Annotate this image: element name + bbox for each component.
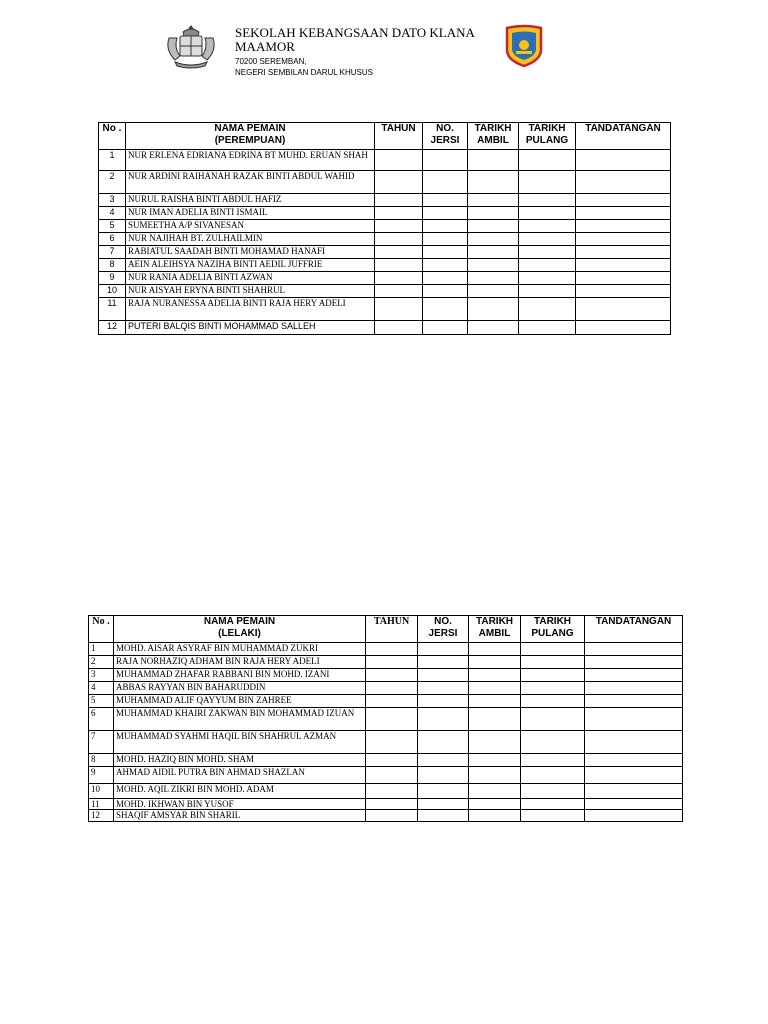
pulang-date-cell[interactable] xyxy=(521,767,585,784)
table-row xyxy=(89,682,683,695)
jersi-cell[interactable] xyxy=(423,150,468,171)
tahun-cell[interactable] xyxy=(366,767,418,784)
player-name: RAJA NORHAZIQ ADHAM BIN RAJA HERY ADELI xyxy=(114,656,366,669)
table-row xyxy=(89,643,683,656)
signature-cell[interactable] xyxy=(585,784,683,799)
tahun-cell[interactable] xyxy=(366,682,418,695)
pulang-date-cell[interactable] xyxy=(519,220,576,233)
pulang-date-cell[interactable] xyxy=(521,731,585,754)
tahun-cell[interactable] xyxy=(366,784,418,799)
row-number: 12 xyxy=(89,810,114,822)
tahun-cell[interactable] xyxy=(375,321,423,335)
jersi-cell[interactable] xyxy=(423,246,468,259)
col-no-header: No . xyxy=(89,616,114,643)
col-tandatangan-header: TANDATANGAN xyxy=(576,123,671,150)
col-no-header: No . xyxy=(99,123,126,150)
signature-cell[interactable] xyxy=(576,150,671,171)
jersi-cell[interactable] xyxy=(423,233,468,246)
tahun-cell[interactable] xyxy=(366,669,418,682)
signature-cell[interactable] xyxy=(585,799,683,810)
row-number: 3 xyxy=(89,669,114,682)
col-tahun-header: TAHUN xyxy=(375,123,423,150)
table-row xyxy=(89,767,683,784)
signature-cell[interactable] xyxy=(585,767,683,784)
tahun-cell[interactable] xyxy=(375,171,423,194)
player-name: NUR AISYAH ERYNA BINTI SHAHRUL xyxy=(126,285,375,298)
signature-cell[interactable] xyxy=(576,298,671,321)
jersi-cell[interactable] xyxy=(418,708,469,731)
table-row xyxy=(99,171,671,194)
row-number: 2 xyxy=(89,656,114,669)
jersi-cell[interactable] xyxy=(423,285,468,298)
pulang-date-cell[interactable] xyxy=(521,784,585,799)
player-name: MOHD. AQIL ZIKRI BIN MOHD. ADAM xyxy=(114,784,366,799)
signature-cell[interactable] xyxy=(576,233,671,246)
player-name: AEIN ALEIHSYA NAZIHA BINTI AEDIL JUFFRIE xyxy=(126,259,375,272)
pulang-date-cell[interactable] xyxy=(521,799,585,810)
row-number: 11 xyxy=(99,298,126,321)
pulang-date-cell[interactable] xyxy=(519,272,576,285)
row-number: 11 xyxy=(89,799,114,810)
col-name-subtitle: (PEREMPUAN) xyxy=(214,135,286,146)
player-name: NUR ARDINI RAIHANAH RAZAK BINTI ABDUL WAHID xyxy=(126,171,375,194)
col-tahun-header: TAHUN xyxy=(366,616,418,643)
ambil-date-cell[interactable] xyxy=(468,272,519,285)
tahun-cell[interactable] xyxy=(375,259,423,272)
tahun-cell[interactable] xyxy=(375,220,423,233)
ambil-date-cell[interactable] xyxy=(468,285,519,298)
signature-cell[interactable] xyxy=(585,810,683,822)
pulang-date-cell[interactable] xyxy=(521,656,585,669)
row-number: 8 xyxy=(89,754,114,767)
jersi-cell[interactable] xyxy=(423,220,468,233)
signature-cell[interactable] xyxy=(576,194,671,207)
jersi-cell[interactable] xyxy=(423,207,468,220)
row-number: 5 xyxy=(89,695,114,708)
pulang-date-cell[interactable] xyxy=(519,207,576,220)
tahun-cell[interactable] xyxy=(375,272,423,285)
table-row xyxy=(89,810,683,822)
pulang-date-cell[interactable] xyxy=(519,285,576,298)
player-name: NUR RANIA ADELIA BINTI AZWAN xyxy=(126,272,375,285)
row-number: 7 xyxy=(89,731,114,754)
signature-cell[interactable] xyxy=(585,656,683,669)
ambil-date-cell[interactable] xyxy=(469,810,521,822)
player-name: MUHAMMAD ZHAFAR RABBANI BIN MOHD. IZANI xyxy=(114,669,366,682)
player-name: ABBAS RAYYAN BIN BAHARUDDIN xyxy=(114,682,366,695)
row-number: 4 xyxy=(99,207,126,220)
signature-cell[interactable] xyxy=(576,220,671,233)
table-row xyxy=(99,194,671,207)
school-badge-icon xyxy=(503,24,545,68)
row-number: 9 xyxy=(89,767,114,784)
ambil-date-cell[interactable] xyxy=(468,259,519,272)
jersi-cell[interactable] xyxy=(423,321,468,335)
player-name: NUR ERLENA EDRIANA EDRINA BT MUHD. ERUAN SHAH xyxy=(126,150,375,171)
tahun-cell[interactable] xyxy=(366,810,418,822)
tahun-cell[interactable] xyxy=(375,246,423,259)
jersi-cell[interactable] xyxy=(418,799,469,810)
table-row xyxy=(89,754,683,767)
col-name-title: NAMA PEMAIN xyxy=(214,123,286,134)
signature-cell[interactable] xyxy=(585,695,683,708)
table-row xyxy=(99,246,671,259)
pulang-date-cell[interactable] xyxy=(521,682,585,695)
ambil-date-cell[interactable] xyxy=(469,799,521,810)
ambil-date-cell[interactable] xyxy=(468,321,519,335)
tahun-cell[interactable] xyxy=(366,643,418,656)
pulang-date-cell[interactable] xyxy=(519,298,576,321)
jersi-cell[interactable] xyxy=(423,259,468,272)
jersi-cell[interactable] xyxy=(418,643,469,656)
tahun-cell[interactable] xyxy=(366,754,418,767)
jersi-cell[interactable] xyxy=(423,272,468,285)
ambil-date-cell[interactable] xyxy=(469,708,521,731)
signature-cell[interactable] xyxy=(576,207,671,220)
table-row xyxy=(99,272,671,285)
signature-cell[interactable] xyxy=(576,272,671,285)
ambil-date-cell[interactable] xyxy=(469,754,521,767)
signature-cell[interactable] xyxy=(576,171,671,194)
signature-cell[interactable] xyxy=(576,321,671,335)
signature-cell[interactable] xyxy=(576,285,671,298)
jersi-cell[interactable] xyxy=(418,682,469,695)
row-number: 5 xyxy=(99,220,126,233)
player-name: MUHAMMAD KHAIRI ZAKWAN BIN MOHAMMAD IZUAN xyxy=(114,708,366,731)
col-name-subtitle: (LELAKI) xyxy=(218,628,261,639)
table-row xyxy=(89,708,683,731)
ambil-date-cell[interactable] xyxy=(468,207,519,220)
player-name: RAJA NURANESSA ADELIA BINTI RAJA HERY ADELI xyxy=(126,298,375,321)
pulang-date-cell[interactable] xyxy=(521,810,585,822)
ambil-date-cell[interactable] xyxy=(468,194,519,207)
col-name-header xyxy=(126,123,375,150)
pulang-date-cell[interactable] xyxy=(519,233,576,246)
table-row xyxy=(89,669,683,682)
row-number: 6 xyxy=(89,708,114,731)
ambil-date-cell[interactable] xyxy=(469,682,521,695)
row-number: 4 xyxy=(89,682,114,695)
pulang-date-cell[interactable] xyxy=(521,643,585,656)
tahun-cell[interactable] xyxy=(366,656,418,669)
signature-cell[interactable] xyxy=(585,682,683,695)
jersi-cell[interactable] xyxy=(418,754,469,767)
ambil-date-cell[interactable] xyxy=(469,695,521,708)
jersi-cell[interactable] xyxy=(418,784,469,799)
girls-player-table xyxy=(98,122,671,335)
signature-cell[interactable] xyxy=(585,731,683,754)
signature-cell[interactable] xyxy=(585,708,683,731)
row-number: 6 xyxy=(99,233,126,246)
player-name: RABIATUL SAADAH BINTI MOHAMAD HANAFI xyxy=(126,246,375,259)
tahun-cell[interactable] xyxy=(366,695,418,708)
table-row xyxy=(99,207,671,220)
col-jersi-header: NO. JERSI xyxy=(418,616,469,643)
table-row xyxy=(89,695,683,708)
player-name: SUMEETHA A/P SIVANESAN xyxy=(126,220,375,233)
pulang-date-cell[interactable] xyxy=(519,321,576,335)
pulang-date-cell[interactable] xyxy=(519,150,576,171)
signature-cell[interactable] xyxy=(585,669,683,682)
row-number: 1 xyxy=(89,643,114,656)
malaysia-coat-of-arms-icon xyxy=(163,22,219,70)
player-name: NUR NAJIHAH BT. ZULHAILMIN xyxy=(126,233,375,246)
col-ambil-header: TARIKH AMBIL xyxy=(468,123,519,150)
pulang-date-cell[interactable] xyxy=(521,669,585,682)
table-row xyxy=(99,285,671,298)
player-name: MOHD. AISAR ASYRAF BIN MUHAMMAD ZUKRI xyxy=(114,643,366,656)
jersi-cell[interactable] xyxy=(423,298,468,321)
row-number: 3 xyxy=(99,194,126,207)
ambil-date-cell[interactable] xyxy=(469,643,521,656)
ambil-date-cell[interactable] xyxy=(469,767,521,784)
table-row xyxy=(89,731,683,754)
col-jersi-header: NO. JERSI xyxy=(423,123,468,150)
col-name-title: NAMA PEMAIN xyxy=(203,616,276,627)
ambil-date-cell[interactable] xyxy=(468,246,519,259)
player-name: NUR IMAN ADELIA BINTI ISMAIL xyxy=(126,207,375,220)
pulang-date-cell[interactable] xyxy=(519,194,576,207)
table-row xyxy=(99,321,671,335)
boys-player-table xyxy=(88,615,683,822)
tahun-cell[interactable] xyxy=(375,298,423,321)
jersi-cell[interactable] xyxy=(418,656,469,669)
col-pulang-header: TARIKH PULANG xyxy=(519,123,576,150)
jersi-cell[interactable] xyxy=(423,194,468,207)
pulang-date-cell[interactable] xyxy=(519,171,576,194)
row-number: 8 xyxy=(99,259,126,272)
col-ambil-header: TARIKH AMBIL xyxy=(469,616,521,643)
table-row xyxy=(99,298,671,321)
table-row xyxy=(89,799,683,810)
ambil-date-cell[interactable] xyxy=(469,731,521,754)
table-row xyxy=(99,259,671,272)
row-number: 10 xyxy=(99,285,126,298)
tahun-cell[interactable] xyxy=(375,207,423,220)
signature-cell[interactable] xyxy=(585,754,683,767)
row-number: 7 xyxy=(99,246,126,259)
pulang-date-cell[interactable] xyxy=(521,754,585,767)
address-line-2: NEGERI SEMBILAN DARUL KHUSUS xyxy=(235,68,373,77)
school-name: SEKOLAH KEBANGSAAN DATO KLANA MAAMOR xyxy=(235,25,475,54)
player-name: PUTERI BALQIS BINTI MOHAMMAD SALLEH xyxy=(126,321,375,335)
col-tandatangan-header: TANDATANGAN xyxy=(585,616,683,643)
jersi-cell[interactable] xyxy=(418,731,469,754)
ambil-date-cell[interactable] xyxy=(468,171,519,194)
row-number: 12 xyxy=(99,321,126,335)
row-number: 9 xyxy=(99,272,126,285)
table-header-row xyxy=(99,123,671,150)
pulang-date-cell[interactable] xyxy=(521,708,585,731)
ambil-date-cell[interactable] xyxy=(468,150,519,171)
signature-cell[interactable] xyxy=(576,259,671,272)
tahun-cell[interactable] xyxy=(366,799,418,810)
table-row xyxy=(99,233,671,246)
ambil-date-cell[interactable] xyxy=(468,233,519,246)
row-number: 2 xyxy=(99,171,126,194)
row-number: 1 xyxy=(99,150,126,171)
jersi-cell[interactable] xyxy=(423,171,468,194)
tahun-cell[interactable] xyxy=(375,285,423,298)
jersi-cell[interactable] xyxy=(418,810,469,822)
player-name: MOHD. IKHWAN BIN YUSOF xyxy=(114,799,366,810)
player-name: MOHD. HAZIQ BIN MOHD. SHAM xyxy=(114,754,366,767)
player-name: MUHAMMAD SYAHMI HAQIL BIN SHAHRUL AZMAN xyxy=(114,731,366,754)
table-header-row xyxy=(89,616,683,643)
signature-cell[interactable] xyxy=(576,246,671,259)
tahun-cell[interactable] xyxy=(375,194,423,207)
address-line-1: 70200 SEREMBAN, xyxy=(235,57,307,66)
signature-cell[interactable] xyxy=(585,643,683,656)
table-row xyxy=(99,150,671,171)
pulang-date-cell[interactable] xyxy=(519,246,576,259)
player-name: NURUL RAISHA BINTI ABDUL HAFIZ xyxy=(126,194,375,207)
row-number: 10 xyxy=(89,784,114,799)
school-address xyxy=(235,56,373,78)
player-name: SHAQIF AMSYAR BIN SHARIL xyxy=(114,810,366,822)
tahun-cell[interactable] xyxy=(375,150,423,171)
col-pulang-header: TARIKH PULANG xyxy=(521,616,585,643)
ambil-date-cell[interactable] xyxy=(468,298,519,321)
pulang-date-cell[interactable] xyxy=(521,695,585,708)
jersi-cell[interactable] xyxy=(418,669,469,682)
table-row xyxy=(89,784,683,799)
tahun-cell[interactable] xyxy=(366,731,418,754)
jersi-cell[interactable] xyxy=(418,695,469,708)
player-name: MUHAMMAD ALIF QAYYUM BIN ZAHREE xyxy=(114,695,366,708)
table-row xyxy=(89,656,683,669)
col-name-header xyxy=(114,616,366,643)
ambil-date-cell[interactable] xyxy=(468,220,519,233)
pulang-date-cell[interactable] xyxy=(519,259,576,272)
ambil-date-cell[interactable] xyxy=(469,669,521,682)
table-row xyxy=(99,220,671,233)
ambil-date-cell[interactable] xyxy=(469,656,521,669)
ambil-date-cell[interactable] xyxy=(469,784,521,799)
tahun-cell[interactable] xyxy=(366,708,418,731)
jersi-cell[interactable] xyxy=(418,767,469,784)
tahun-cell[interactable] xyxy=(375,233,423,246)
player-name: AHMAD AIDIL PUTRA BIN AHMAD SHAZLAN xyxy=(114,767,366,784)
